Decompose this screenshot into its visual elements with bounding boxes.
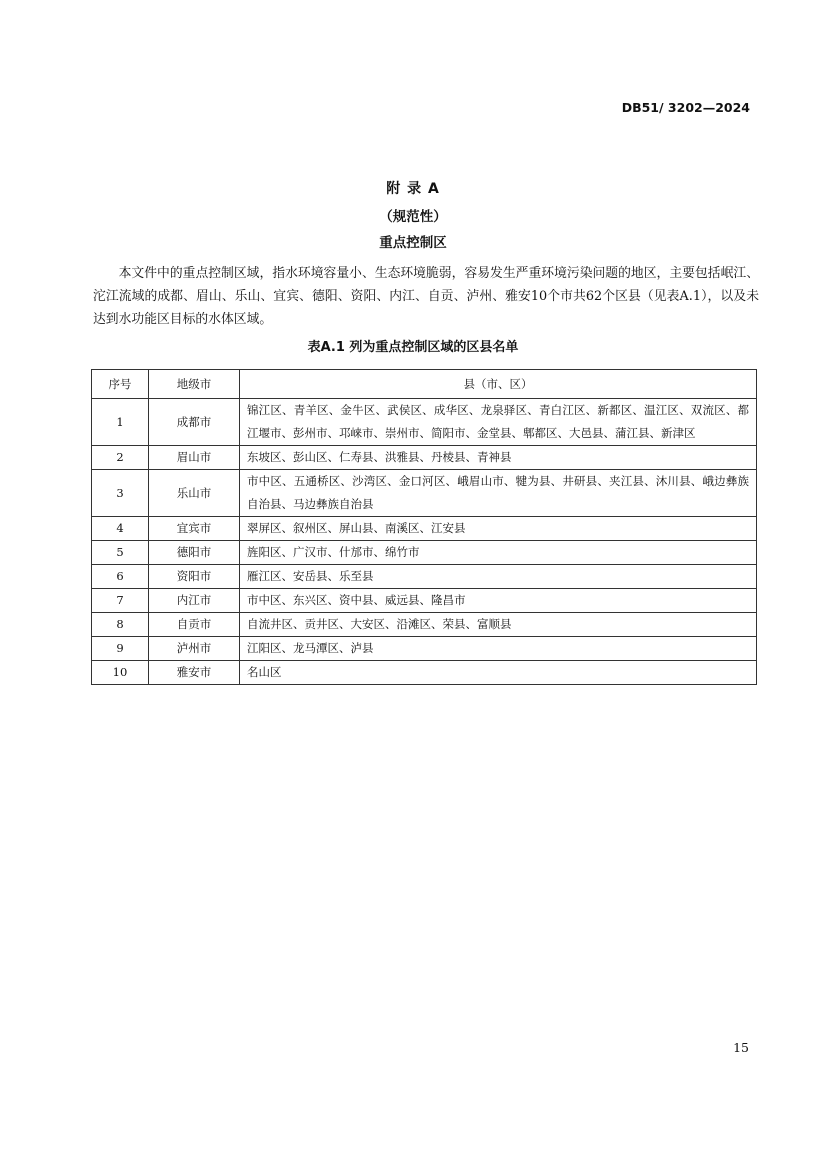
- row-no: 2: [92, 446, 149, 470]
- table-caption: 表A.1 列为重点控制区域的区县名单: [307, 340, 519, 355]
- row-city: 乐山市: [149, 470, 240, 517]
- table-row: [92, 517, 757, 541]
- row-city: 宜宾市: [149, 517, 240, 541]
- table-row: [92, 399, 757, 446]
- table-row: [92, 661, 757, 685]
- body-paragraph: 本文件中的重点控制区域，指水环境容量小、生态环境脆弱，容易发生严重环境污染问题的地区，主要包括岷江、沱江流域的成都、眉山、乐山、宜宾、德阳、资阳、内江、自贡、泸州、雅安10个市共62个区县（见表A.1），以及未达到水功能区目标的水体区域。: [93, 266, 759, 327]
- row-no: 5: [92, 541, 149, 565]
- row-counties: 旌阳区、广汉市、什邡市、绵竹市: [240, 541, 757, 565]
- table-row: [92, 637, 757, 661]
- table-row: [92, 565, 757, 589]
- row-city: 资阳市: [149, 565, 240, 589]
- row-city: 成都市: [149, 399, 240, 446]
- table-row: [92, 470, 757, 517]
- row-city: 眉山市: [149, 446, 240, 470]
- header-counties: 县（市、区）: [240, 370, 757, 399]
- row-city: 自贡市: [149, 613, 240, 637]
- appendix-normative: （规范性）: [379, 209, 447, 225]
- row-city: 内江市: [149, 589, 240, 613]
- table-row: [92, 589, 757, 613]
- row-counties: 雁江区、安岳县、乐至县: [240, 565, 757, 589]
- row-city: 泸州市: [149, 637, 240, 661]
- row-no: 3: [92, 470, 149, 517]
- row-city: 雅安市: [149, 661, 240, 685]
- row-no: 6: [92, 565, 149, 589]
- header-city: 地级市: [149, 370, 240, 399]
- row-counties: 锦江区、青羊区、金牛区、武侯区、成华区、龙泉驿区、青白江区、新都区、温江区、双流区、都江堰市、彭州市、邛崃市、崇州市、简阳市、金堂县、郫都区、大邑县、蒲江县、新津区: [240, 399, 757, 446]
- table-row: [92, 541, 757, 565]
- row-no: 7: [92, 589, 149, 613]
- county-table: [91, 369, 757, 685]
- row-counties: 名山区: [240, 661, 757, 685]
- row-no: 10: [92, 661, 149, 685]
- row-counties: 江阳区、龙马潭区、泸县: [240, 637, 757, 661]
- appendix-title: 重点控制区: [379, 235, 447, 251]
- table-header-row: [92, 370, 757, 399]
- row-no: 9: [92, 637, 149, 661]
- page-number: 15: [733, 1040, 749, 1055]
- document-code: DB51/ 3202—2024: [621, 100, 750, 115]
- row-counties: 东坡区、彭山区、仁寿县、洪雅县、丹棱县、青神县: [240, 446, 757, 470]
- appendix-label: 附 录 A: [386, 181, 440, 197]
- row-city: 德阳市: [149, 541, 240, 565]
- header-no: 序号: [92, 370, 149, 399]
- row-counties: 市中区、东兴区、资中县、威远县、隆昌市: [240, 589, 757, 613]
- row-no: 1: [92, 399, 149, 446]
- row-no: 8: [92, 613, 149, 637]
- row-counties: 市中区、五通桥区、沙湾区、金口河区、峨眉山市、犍为县、井研县、夹江县、沐川县、峨边彝族自治县、马边彝族自治县: [240, 470, 757, 517]
- row-counties: 翠屏区、叙州区、屏山县、南溪区、江安县: [240, 517, 757, 541]
- table-row: [92, 613, 757, 637]
- table-row: [92, 446, 757, 470]
- row-counties: 自流井区、贡井区、大安区、沿滩区、荣县、富顺县: [240, 613, 757, 637]
- row-no: 4: [92, 517, 149, 541]
